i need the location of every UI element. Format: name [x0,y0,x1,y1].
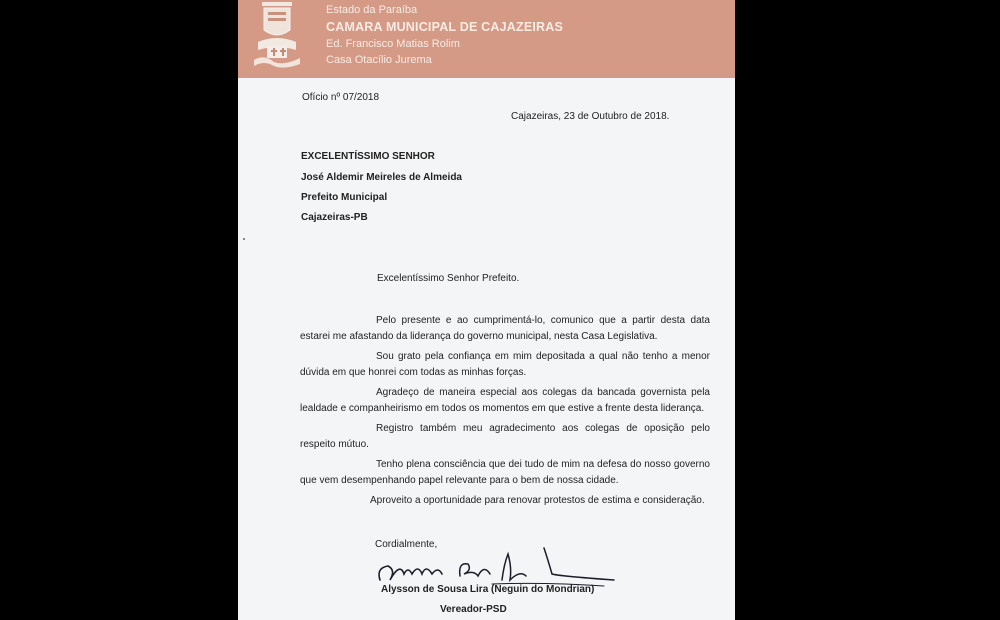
paper-speck [243,238,245,240]
handwritten-signature [374,540,624,590]
coat-of-arms-icon [254,0,300,70]
paragraph-line: lealdade e companheirismo em todos os momentos em que estive a frente desta liderança. [300,403,705,414]
paragraph-3 [300,385,710,417]
paragraph-line: Registro também meu agradecimento aos colegas de oposição pelo [376,423,710,434]
signer-name: Alysson de Sousa Lira (Neguin do Mondrian) [381,584,595,595]
paragraph-line: Sou grato pela confiança em mim depositada a qual não tenho a menor [376,351,710,362]
letterhead-building: Ed. Francisco Matias Rolim [326,38,460,50]
paragraph-1 [300,313,710,345]
place-date: Cajazeiras, 23 de Outubro de 2018. [511,111,670,122]
recipient-city: Cajazeiras-PB [301,212,368,223]
paragraph-line: Agradeço de maneira especial aos colegas da bancada governista pela [376,387,710,398]
letterhead-banner [238,0,735,78]
paragraph-4 [300,421,710,453]
recipient-title: Prefeito Municipal [301,192,388,203]
paragraph-line: respeito mútuo. [300,439,369,450]
letter-page [238,0,735,620]
paragraph-line: Pelo presente e ao cumprimentá-lo, comunico que a partir desta data [376,315,710,326]
recipient-name: José Aldemir Meireles de Almeida [301,172,462,183]
letterhead-house: Casa Otacílio Jurema [326,54,432,66]
paragraph-5 [300,457,710,489]
greeting: Excelentíssimo Senhor Prefeito. [377,273,520,284]
paragraph-6: Aproveito a oportunidade para renovar protestos de estima e consideração. [370,495,705,506]
closing-farewell: Cordialmente, [375,539,438,550]
signer-role: Vereador-PSD [440,604,507,615]
paragraph-line: Tenho plena consciência que dei tudo de mim na defesa do nosso governo [376,459,710,470]
paragraph-line: estarei me afastando da liderança do governo municipal, nesta Casa Legislativa. [300,331,658,342]
paragraph-line: dúvida em que honrei com todas as minhas forças. [300,367,527,378]
paragraph-line: que vem desempenhando papel relevante para o bem de nossa cidade. [300,475,619,486]
recipient-salutation: EXCELENTÍSSIMO SENHOR [301,151,435,162]
paragraph-2 [300,349,710,381]
office-number: Ofício nº 07/2018 [302,92,380,103]
letterhead-state: Estado da Paraíba [326,4,418,16]
letterhead-chamber: CAMARA MUNICIPAL DE CAJAZEIRAS [326,20,564,34]
